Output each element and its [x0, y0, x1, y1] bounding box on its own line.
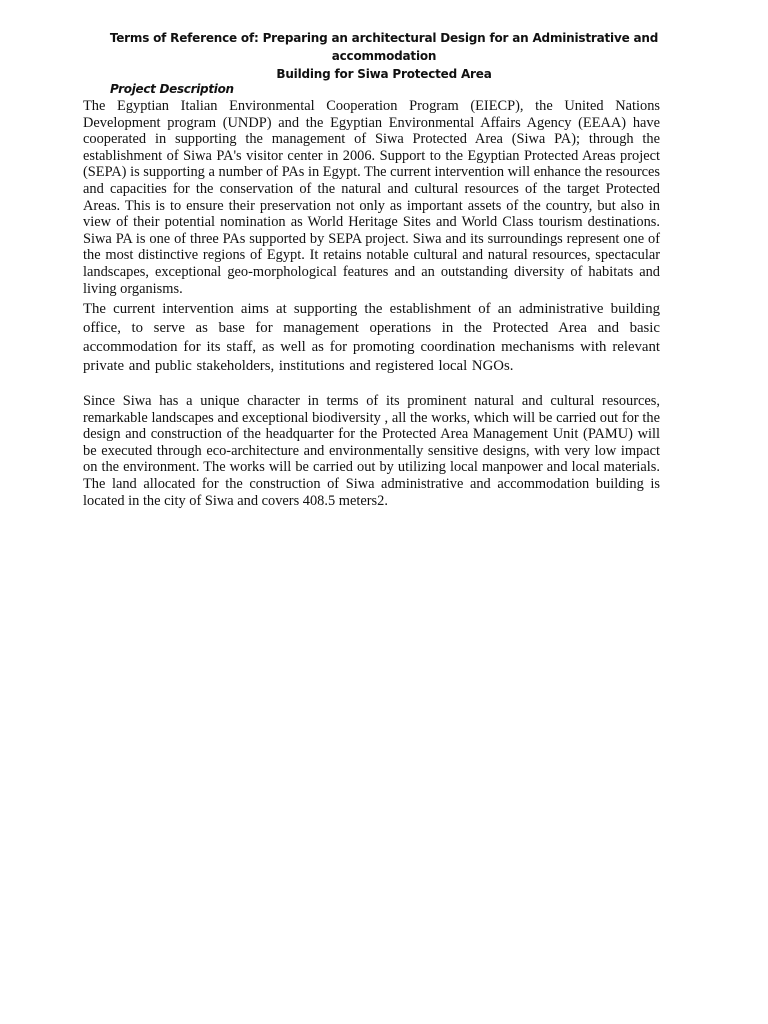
paragraph-2: The current intervention aims at supporting the establishment of an administrative building office, to serve as base for management operations in the Protected Area and basic accommodation for its staff, as well as for promoting coordination mechanisms with relevant private and public stakeholders, institutions and registered local NGOs.: [83, 301, 660, 374]
paragraph-3: Since Siwa has a unique character in terms of its prominent natural and cultural resources, remarkable landscapes and exceptional biodiversity , all the works, which will be carried out for the design and construction of the headquarter for the Protected Area Management Unit (PAMU) will be executed through eco-architecture and environmentally sensitive designs, with very low impact on the environment. The works will be carried out by utilizing local manpower and local materials. The land allocated for the construction of Siwa administrative and accommodation building is located in the city of Siwa and covers 408.5 meters2.: [83, 393, 660, 509]
document-title: [70, 29, 698, 83]
section-heading: Project Description: [110, 82, 234, 96]
paragraph-1: The Egyptian Italian Environmental Cooperation Program (EIECP), the United Nations Development program (UNDP) and the Egyptian Environmental Affairs Agency (EEAA) have cooperated in supporting the management of Siwa Protected Area (Siwa PA); through the establishment of Siwa PA's visitor center in 2006. Support to the Egyptian Protected Areas project (SEPA) is supporting a number of PAs in Egypt. The current intervention will enhance the resources and capacities for the conservation of the natural and cultural resources of the target Protected Areas. This is to ensure their preservation not only as important assets of the country, but also in view of their potential nomination as World Heritage Sites and World Class tourism destinations. Siwa PA is one of three PAs supported by SEPA project. Siwa and its surroundings represent one of the most distinctive regions of Egypt. It retains notable cultural and natural resources, spectacular landscapes, exceptional geo-morphological features and an outstanding diversity of habitats and living organisms.: [83, 98, 660, 297]
document-title-line-1: Terms of Reference of: Preparing an architectural Design for an Administrative and accommodation: [109, 31, 659, 63]
document-title-line-2: Building for Siwa Protected Area: [276, 67, 492, 81]
